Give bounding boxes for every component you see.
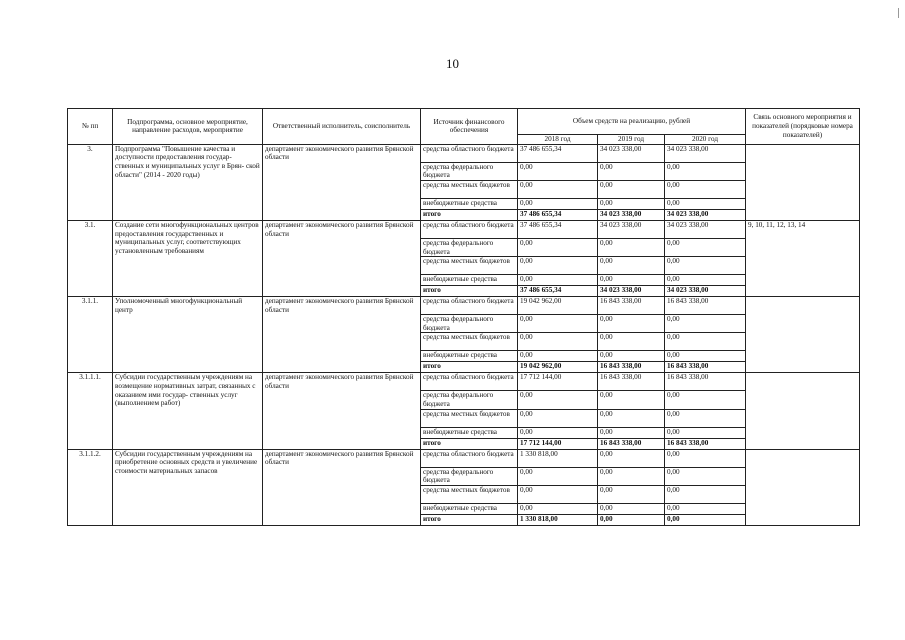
funding-source: средства областного бюджета: [421, 144, 518, 162]
amount-2019: 0,00: [598, 180, 665, 198]
item-name: Субсидии государственным учреждениям на приобретение основных средств и увеличение стоимости материальных запасов: [113, 449, 263, 525]
amount-2020: 16 843 338,00: [665, 438, 746, 449]
amount-2020: 0,00: [665, 238, 746, 256]
indicator-link: [746, 144, 860, 220]
amount-2018: 0,00: [518, 486, 598, 504]
funding-source: средства федерального бюджета: [421, 391, 518, 409]
amount-2019: 34 023 338,00: [598, 209, 665, 220]
item-executor: департамент экономического развития Брянской области: [263, 449, 421, 525]
amount-2018: 0,00: [518, 391, 598, 409]
item-number: 3.1.1.: [68, 297, 113, 373]
amount-2018: 37 486 655,34: [518, 209, 598, 220]
header-link: Связь основного мероприятия и показателей (порядковые номера показателей): [746, 109, 860, 145]
amount-2020: 0,00: [665, 391, 746, 409]
amount-2018: 19 042 962,00: [518, 362, 598, 373]
amount-2020: 0,00: [665, 257, 746, 275]
item-name: Подпрограмма "Повышение качества и доступности предоставления государ- ственных и муниципальных услуг в Брян- ской области" (2014 - 2020 годы): [113, 144, 263, 220]
amount-2018: 0,00: [518, 315, 598, 333]
edge-mark: [898, 8, 899, 18]
table-row: [68, 449, 860, 467]
item-number: 3.1.1.2.: [68, 449, 113, 525]
amount-2019: 34 023 338,00: [598, 144, 665, 162]
budget-table: [67, 108, 860, 526]
funding-source: средства местных бюджетов: [421, 486, 518, 504]
amount-2020: 0,00: [665, 198, 746, 209]
header-year-2020: 2020 год: [665, 135, 746, 145]
amount-2020: 0,00: [665, 275, 746, 286]
amount-2019: 0,00: [598, 486, 665, 504]
amount-2020: 0,00: [665, 467, 746, 485]
funding-source: средства областного бюджета: [421, 373, 518, 391]
amount-2018: 0,00: [518, 238, 598, 256]
amount-2019: 0,00: [598, 351, 665, 362]
funding-source: внебюджетные средства: [421, 427, 518, 438]
amount-2018: 0,00: [518, 427, 598, 438]
amount-2019: 34 023 338,00: [598, 286, 665, 297]
indicator-link: [746, 373, 860, 449]
amount-2018: 37 486 655,34: [518, 144, 598, 162]
funding-source: средства местных бюджетов: [421, 409, 518, 427]
amount-2018: 0,00: [518, 467, 598, 485]
amount-2018: 37 486 655,34: [518, 286, 598, 297]
header-name: Подпрограмма, основное мероприятие, направление расходов, мероприятие: [113, 109, 263, 145]
amount-2018: 0,00: [518, 275, 598, 286]
indicator-link: [746, 297, 860, 373]
table-row: [68, 373, 860, 391]
amount-2020: 0,00: [665, 504, 746, 515]
amount-2020: 0,00: [665, 180, 746, 198]
amount-2019: 0,00: [598, 467, 665, 485]
header-num: № пп: [68, 109, 113, 145]
amount-2019: 0,00: [598, 198, 665, 209]
amount-2020: 34 023 338,00: [665, 144, 746, 162]
amount-2019: 0,00: [598, 333, 665, 351]
amount-2018: 0,00: [518, 333, 598, 351]
funding-source: итого: [421, 362, 518, 373]
header-source: Источник финансового обеспечения: [421, 109, 518, 145]
amount-2020: 16 843 338,00: [665, 297, 746, 315]
item-number: 3.1.1.1.: [68, 373, 113, 449]
amount-2020: 16 843 338,00: [665, 362, 746, 373]
header-year-2018: 2018 год: [518, 135, 598, 145]
item-number: 3.: [68, 144, 113, 220]
amount-2020: 0,00: [665, 427, 746, 438]
amount-2018: 0,00: [518, 351, 598, 362]
amount-2019: 0,00: [598, 257, 665, 275]
amount-2019: 0,00: [598, 449, 665, 467]
item-executor: департамент экономического развития Брянской области: [263, 373, 421, 449]
item-executor: департамент экономического развития Брянской области: [263, 220, 421, 296]
item-executor: департамент экономического развития Брянской области: [263, 144, 421, 220]
amount-2020: 0,00: [665, 409, 746, 427]
amount-2018: 0,00: [518, 180, 598, 198]
amount-2019: 0,00: [598, 409, 665, 427]
funding-source: итого: [421, 515, 518, 526]
funding-source: средства местных бюджетов: [421, 180, 518, 198]
funding-source: средства областного бюджета: [421, 220, 518, 238]
funding-source: средства федерального бюджета: [421, 162, 518, 180]
header-volume: Объем средств на реализацию, рублей: [518, 109, 746, 135]
amount-2019: 16 843 338,00: [598, 297, 665, 315]
amount-2020: 34 023 338,00: [665, 209, 746, 220]
amount-2019: 0,00: [598, 427, 665, 438]
amount-2020: 0,00: [665, 315, 746, 333]
funding-source: итого: [421, 209, 518, 220]
funding-source: внебюджетные средства: [421, 275, 518, 286]
amount-2019: 0,00: [598, 504, 665, 515]
amount-2020: 0,00: [665, 162, 746, 180]
header-executor: Ответственный исполнитель, соисполнитель: [263, 109, 421, 145]
funding-source: средства федерального бюджета: [421, 315, 518, 333]
page-number: 10: [446, 56, 459, 71]
indicator-link: [746, 449, 860, 525]
amount-2020: 0,00: [665, 333, 746, 351]
item-name: Создание сети многофункциональных центров предоставления государственных и муниципальных услуг, соответствующих установленным требованиям: [113, 220, 263, 296]
item-executor: департамент экономического развития Брянской области: [263, 297, 421, 373]
item-name: Субсидии государственным учреждениям на возмещение нормативных затрат, связанных с оказанием ими государ- ственных услуг (выполнением работ): [113, 373, 263, 449]
table-row: [68, 297, 860, 315]
amount-2018: 1 330 818,00: [518, 515, 598, 526]
amount-2019: 0,00: [598, 515, 665, 526]
amount-2020: 16 843 338,00: [665, 373, 746, 391]
funding-source: внебюджетные средства: [421, 351, 518, 362]
amount-2020: 0,00: [665, 515, 746, 526]
amount-2019: 16 843 338,00: [598, 438, 665, 449]
amount-2019: 0,00: [598, 162, 665, 180]
amount-2019: 0,00: [598, 275, 665, 286]
amount-2019: 0,00: [598, 238, 665, 256]
funding-source: внебюджетные средства: [421, 504, 518, 515]
funding-source: средства местных бюджетов: [421, 257, 518, 275]
funding-source: средства федерального бюджета: [421, 238, 518, 256]
amount-2020: 34 023 338,00: [665, 220, 746, 238]
item-number: 3.1.: [68, 220, 113, 296]
funding-source: средства областного бюджета: [421, 297, 518, 315]
table-row: [68, 144, 860, 162]
amount-2019: 34 023 338,00: [598, 220, 665, 238]
amount-2018: 19 042 962,00: [518, 297, 598, 315]
amount-2019: 16 843 338,00: [598, 362, 665, 373]
amount-2018: 37 486 655,34: [518, 220, 598, 238]
amount-2019: 0,00: [598, 391, 665, 409]
funding-source: итого: [421, 438, 518, 449]
amount-2018: 17 712 144,00: [518, 438, 598, 449]
funding-source: итого: [421, 286, 518, 297]
amount-2018: 0,00: [518, 257, 598, 275]
funding-source: внебюджетные средства: [421, 198, 518, 209]
amount-2018: 0,00: [518, 198, 598, 209]
amount-2018: 0,00: [518, 504, 598, 515]
amount-2020: 34 023 338,00: [665, 286, 746, 297]
funding-source: средства федерального бюджета: [421, 467, 518, 485]
table-row: [68, 220, 860, 238]
amount-2020: 0,00: [665, 486, 746, 504]
header-year-2019: 2019 год: [598, 135, 665, 145]
amount-2020: 0,00: [665, 351, 746, 362]
amount-2019: 16 843 338,00: [598, 373, 665, 391]
amount-2018: 1 330 818,00: [518, 449, 598, 467]
indicator-link: 9, 10, 11, 12, 13, 14: [746, 220, 860, 296]
budget-table-body: [68, 144, 860, 525]
amount-2018: 17 712 144,00: [518, 373, 598, 391]
amount-2018: 0,00: [518, 162, 598, 180]
funding-source: средства областного бюджета: [421, 449, 518, 467]
amount-2020: 0,00: [665, 449, 746, 467]
amount-2019: 0,00: [598, 315, 665, 333]
amount-2018: 0,00: [518, 409, 598, 427]
funding-source: средства местных бюджетов: [421, 333, 518, 351]
item-name: Уполномоченный многофункциональный центр: [113, 297, 263, 373]
